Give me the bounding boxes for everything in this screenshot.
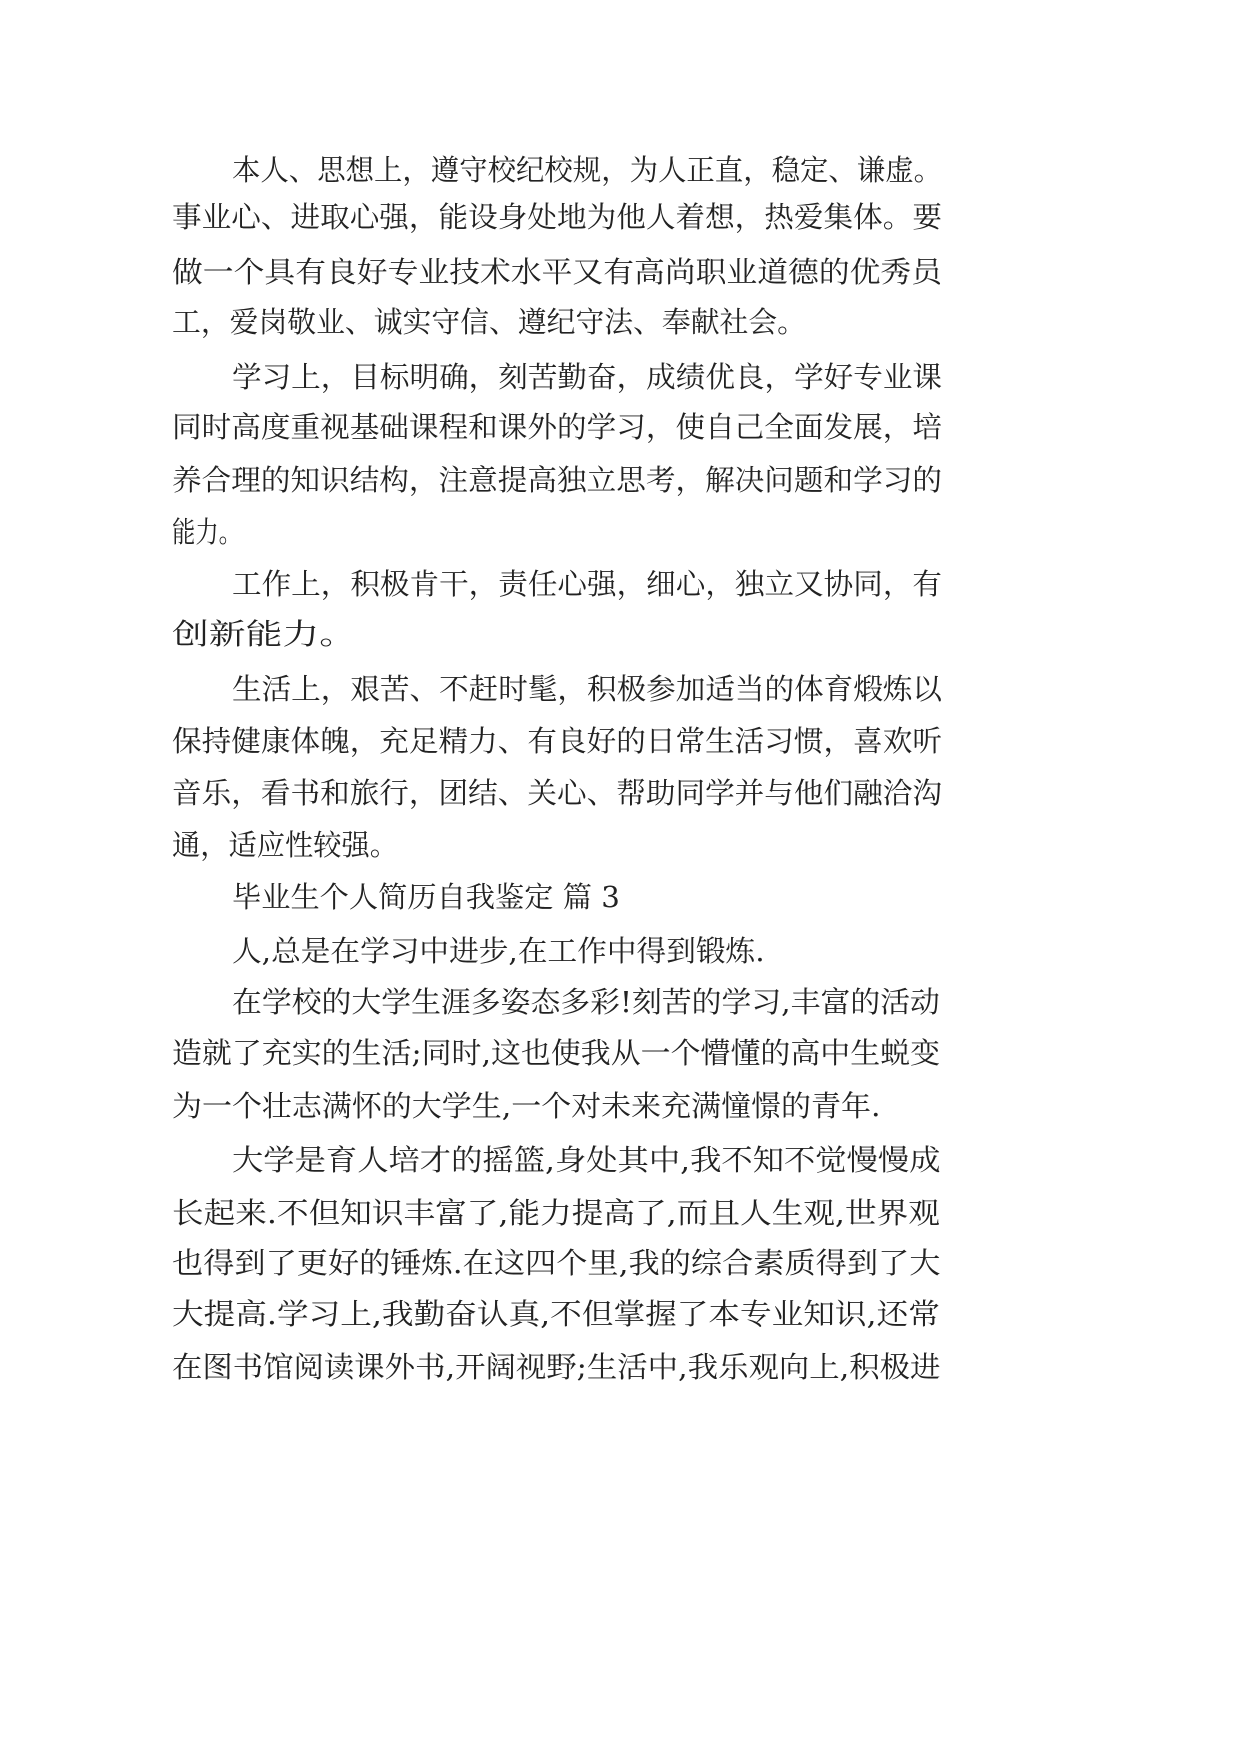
text-line: 能力。	[172, 515, 243, 549]
text-line: 造就了充实的生活;同时,这也使我从一个懵懂的高中生蜕变	[172, 1036, 941, 1070]
text-line: 养合理的知识结构，注意提高独立思考，解决问题和学习的	[172, 463, 943, 497]
text-line: 在图书馆阅读课外书,开阔视野;生活中,我乐观向上,积极进	[172, 1350, 941, 1384]
text-line: 创新能力。	[172, 617, 357, 651]
text-line: 也得到了更好的锤炼.在这四个里,我的综合素质得到了大	[172, 1246, 941, 1280]
text-line: 生活上，艰苦、不赶时髦，积极参加适当的体育煅炼以	[232, 672, 943, 706]
text-line: 人,总是在学习中进步,在工作中得到锻炼.	[232, 934, 765, 968]
text-line: 做一个具有良好专业技术水平又有高尚职业道德的优秀员	[172, 255, 943, 289]
section-heading: 毕业生个人简历自我鉴定 篇 3	[232, 880, 620, 914]
text-line: 事业心、进取心强，能设身处地为他人着想，热爱集体。要	[172, 200, 943, 234]
text-line: 大学是育人培才的摇篮,身处其中,我不知不觉慢慢成	[232, 1143, 941, 1177]
text-line: 为一个壮志满怀的大学生,一个对未来充满憧憬的青年.	[172, 1089, 881, 1123]
text-line: 通，适应性较强。	[172, 828, 399, 862]
text-line: 同时高度重视基础课程和课外的学习，使自己全面发展，培	[172, 410, 943, 444]
text-line: 保持健康体魄，充足精力、有良好的日常生活习惯，喜欢听	[172, 724, 943, 758]
text-line: 在学校的大学生涯多姿态多彩!刻苦的学习,丰富的活动	[232, 985, 940, 1019]
text-line: 音乐，看书和旅行，团结、关心、帮助同学并与他们融洽沟	[172, 776, 943, 810]
text-line: 工，爱岗敬业、诚实守信、遵纪守法、奉献社会。	[172, 305, 806, 339]
text-line: 大提高.学习上,我勤奋认真,不但掌握了本专业知识,还常	[172, 1297, 940, 1331]
text-line: 长起来.不但知识丰富了,能力提高了,而且人生观,世界观	[172, 1196, 940, 1230]
text-line: 工作上，积极肯干，责任心强，细心，独立又协同，有	[232, 567, 943, 601]
text-line: 本人、思想上，遵守校纪校规，为人正直，稳定、谦虚。	[232, 153, 943, 187]
text-line: 学习上，目标明确，刻苦勤奋，成绩优良，学好专业课	[232, 360, 943, 394]
